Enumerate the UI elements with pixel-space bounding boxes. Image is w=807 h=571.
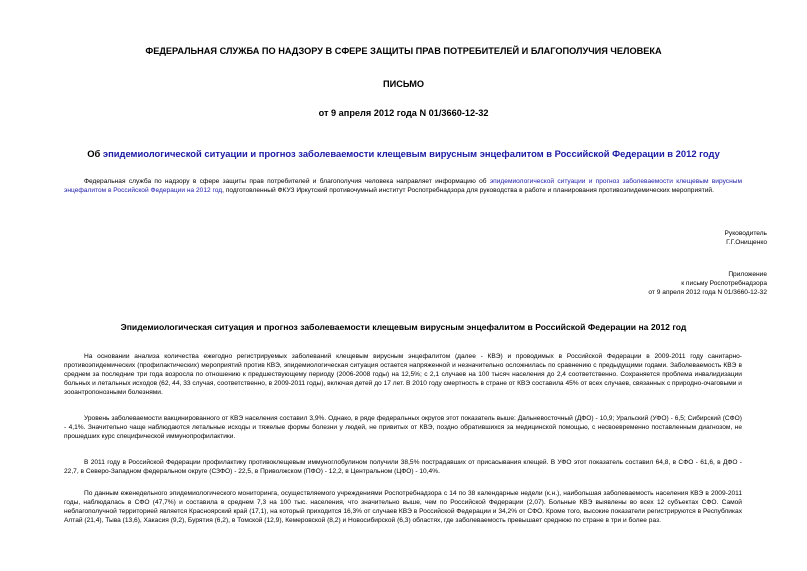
agency-title: ФЕДЕРАЛЬНАЯ СЛУЖБА ПО НАДЗОРУ В СФЕРЕ ЗАЩИТЫ ПРАВ ПОТРЕБИТЕЛЕЙ И БЛАГОПОЛУЧИЯ ЧЕЛОВЕКА — [145, 46, 662, 56]
signature-title: Руководитель — [724, 230, 767, 237]
subject-prefix: Об — [87, 148, 103, 159]
appendix-paragraph-2: Уровень заболеваемости вакцинированного от КВЭ населения составил 3,9%. Однако, в ряде федеральных округов этот показатель выше: Дальневосточный (ДФО) - 10,9; Уральский (УФО) - 6,5; Сибирский (СФО) - 4,1%. Значительно чаще наблюдаются летальные исходы и тяжелые формы болезни у людей, не привитых от КВЭ, поздно обратившихся за медицинской помощью, с несвоевременно поставленным диагнозом, не прошедших курс специфической иммунопрофилактики. — [64, 415, 742, 440]
signature-block — [500, 229, 767, 247]
appendix-paragraph-4: По данным еженедельного эпидемиологического мониторинга, осуществляемого учреждениями Роспотребнадзора с 14 по 38 календарные недели (к.н.), наибольшая заболеваемость населения КВЭ в 2009-2011 годы, наблюдалась в СФО (47,7%) и составила в среднем 7,3 на 100 тыс. населения, что значительно выше, чем по Российской Федерации (2,07). Больные КВЭ выявлены во всех 12 субъектах СФО. Самой неблагополучной территорией является Красноярский край (17,1), на который приходится 16,3% от случаев КВЭ в Российской Федерации и 34,2% от СФО. Кроме того, высокие показатели регистрируются в Республиках Алтай (21,4), Тыва (13,6), Хакасия (9,2), Бурятия (6,2), в Томской (12,9), Кемеровской (8,2) и Новосибирской (6,3) областях, где заболеваемость превышает среднюю по стране в три и более раз. — [64, 490, 742, 524]
intro-text-before: Федеральная служба по надзору в сфере защиты прав потребителей и благополучия человека направляет информацию об — [84, 178, 490, 185]
document-date-number: от 9 апреля 2012 года N 01/3660-12-32 — [318, 108, 489, 118]
intro-link[interactable]: эпидемиологической ситуации и прогноз заболеваемости клещевым вирусным энцефалитом в Российской Федерации на 2012 год — [64, 178, 742, 194]
intro-text-after: , подготовленный ФКУЗ Иркутский противочумный институт Роспотребнадзора для руководства в работе и планирования противоэпидемических мероприятий. — [222, 186, 714, 194]
appendix-paragraph-3: В 2011 году в Российской Федерации профилактику противоклещевым иммуноглобулином получили 38,5% пострадавших от присасывания клещей. В УФО этот показатель составил 64,8, в СФО - 61,6, в ДФО - 22,7, в Северо-Западном федеральном округе (СЗФО) - 22,5, в Приволжском (ПФО) - 12,2, в Центральном (ЦФО) - 10,4%. — [64, 459, 742, 475]
signature-name: Г.Г.Онищенко — [726, 239, 767, 246]
document-type: ПИСЬМО — [382, 79, 425, 89]
appendix-title: Эпидемиологическая ситуация и прогноз заболеваемости клещевым вирусным энцефалитом в Российской Федерации на 2012 год — [120, 322, 687, 332]
appendix-ref-line2: к письму Роспотребнадзора — [681, 280, 767, 287]
subject-link[interactable]: эпидемиологической ситуации и прогноз заболеваемости клещевым вирусным энцефалитом в Российской Федерации в 2012 году — [102, 148, 720, 159]
intro-paragraph — [64, 178, 742, 196]
appendix-paragraph-1: На основании анализа количества ежегодно регистрируемых заболеваний клещевым вирусным энцефалитом (далее - КВЭ) и проводимых в Российской Федерации в 2009-2011 году санитарно-противоэпидемических (профилактических) мероприятий против КВЭ, эпидемиологическая ситуация остается напряженной и незначительно осложнилась по сравнению с предыдущими годами. Заболеваемость КВЭ в среднем за последние три года возросла по отношению к предшествующему периоду (2006-2008 годы) на 12,5%; с 2,1 случаев на 100 тысяч населения до 2,4 соответственно. Сохраняется проблема инвалидизации больных и летальных исходов (62, 44, 33 случая, соответственно, в 2009-2011 годы), включая детей до 17 лет. В 2010 году смертность в стране от КВЭ составила 45% от всех случаев, связанных с природно-очаговыми и зооантропонозными болезнями. — [64, 353, 742, 396]
document-subject — [0, 148, 807, 159]
appendix-ref-line1: Приложение — [728, 271, 767, 278]
appendix-ref-line3: от 9 апреля 2012 года N 01/3660-12-32 — [648, 289, 767, 296]
appendix-reference — [500, 270, 767, 297]
